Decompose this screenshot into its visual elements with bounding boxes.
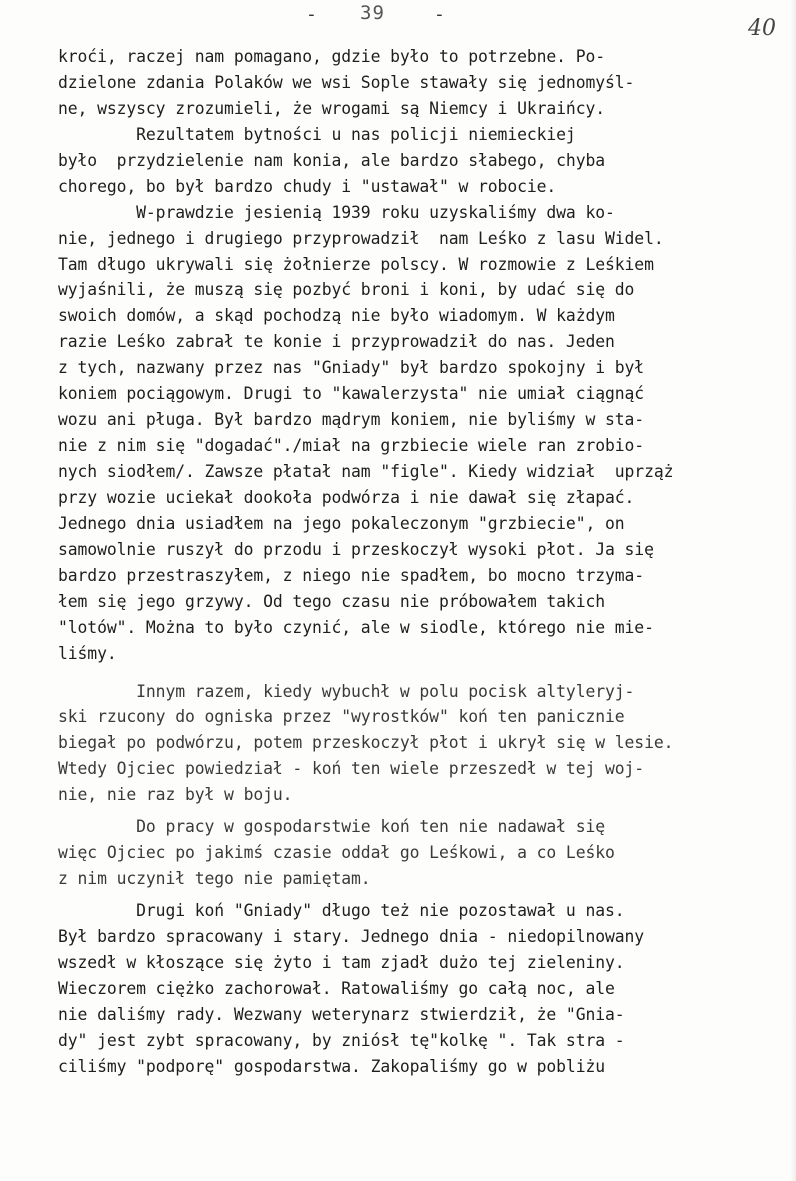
text-line: razie Leśko zabrał te konie i przyprowadził do nas. Jeden	[58, 332, 615, 352]
paragraph	[58, 898, 788, 1080]
text-line: bardzo przestraszyłem, z niego nie spadłem, bo mocno trzyma-	[58, 565, 645, 585]
text-line: przy wozie uciekał dookoła podwórza i nie dawał się złapać.	[58, 487, 635, 507]
text-line: kroći, raczej nam pomagano, gdzie było to potrzebne. Po-	[58, 47, 606, 66]
paragraph	[58, 200, 788, 667]
text-line: Był bardzo spracowany i stary. Jednego dnia - niedopilnowany	[58, 926, 645, 946]
header-dash-left: -	[306, 4, 317, 25]
text-line: Tam długo ukrywali się żołnierze polscy. W rozmowie z Leśkiem	[58, 254, 654, 274]
text-line: samowolnie ruszył do przodu i przeskoczył wysoki płot. Ja się	[58, 539, 654, 559]
text-line: było przydzielenie nam konia, ale bardzo słabego, chyba	[58, 150, 606, 170]
text-line: "lotów". Można to było czynić, ale w siodle, którego nie mie-	[58, 617, 654, 637]
text-line: Wieczorem ciężko zachorował. Ratowaliśmy go całą noc, ale	[58, 978, 615, 998]
text-line: ne, wszyscy zrozumieli, że wrogami są Niemcy i Ukraińcy.	[58, 98, 606, 118]
text-line: wszedł w kłoszące się żyto i tam zjadł dużo tej zieleniny.	[58, 952, 625, 972]
text-line: koniem pociągowym. Drugi to "kawalerzysta" nie umiał ciągnąć	[58, 384, 645, 404]
handwritten-page-number: 40	[748, 16, 776, 41]
text-line: swoich domów, a skąd pochodzą nie było wiadomym. W każdym	[58, 306, 615, 326]
text-line: nych siodłem/. Zawsze płatał nam "figle". Kiedy widział uprząż	[58, 462, 674, 481]
text-line: nie daliśmy rady. Wezwany weterynarz stwierdził, że "Gnia-	[58, 1004, 625, 1024]
text-line: Wtedy Ojciec powiedział - koń ten wiele przeszedł w tej woj-	[58, 759, 645, 779]
text-line: więc Ojciec po jakimś czasie oddał go Leśkowi, a co Leśko	[58, 843, 615, 863]
paragraph-gap	[58, 667, 788, 679]
text-line: nie, nie raz był w boju.	[58, 785, 293, 805]
body-text	[58, 44, 788, 1080]
text-line: z nim uczynił tego nie pamiętam.	[58, 869, 371, 889]
text-line: dy" jest zybt spracowany, by zniósł tę"kolkę ". Tak stra -	[58, 1030, 625, 1050]
text-line: Drugi koń "Gniady" długo też nie pozostawał u nas.	[58, 901, 625, 920]
paragraph	[58, 122, 788, 200]
text-line: Rezultatem bytności u nas policji niemieckiej	[58, 124, 576, 144]
text-line: łem się jego grzywy. Od tego czasu nie próbowałem takich	[58, 591, 606, 611]
text-line: nie z nim się "dogadać"./miał na grzbiecie wiele ran zrobio-	[58, 436, 645, 456]
text-line: W-prawdzie jesienią 1939 roku uzyskaliśmy dwa ko-	[58, 202, 615, 222]
text-line: nie, jednego i drugiego przyprowadził nam Leśko z lasu Widel.	[58, 228, 664, 248]
page-number: 39	[360, 2, 385, 24]
header-dash-right: -	[434, 4, 445, 25]
text-line: z tych, nazwany przez nas "Gniady" był bardzo spokojny i był	[58, 358, 645, 378]
text-line: Innym razem, kiedy wybuchł w polu pocisk altyleryj-	[58, 681, 635, 701]
page-edge-shadow	[790, 0, 796, 1181]
text-line: dzielone zdania Polaków we wsi Sople stawały się jednomyśl-	[58, 72, 635, 92]
paragraph	[58, 44, 788, 122]
text-line: liśmy.	[58, 643, 117, 663]
text-line: wozu ani pługa. Był bardzo mądrym koniem, nie byliśmy w sta-	[58, 410, 645, 430]
text-line: Do pracy w gospodarstwie koń ten nie nadawał się	[58, 817, 606, 837]
paragraph	[58, 814, 788, 892]
text-line: biegał po podwórzu, potem przeskoczył płot i ukrył się w lesie.	[58, 733, 674, 753]
text-line: chorego, bo był bardzo chudy i "ustawał" w robocie.	[58, 176, 557, 196]
text-line: Jednego dnia usiadłem na jego pokaleczonym "grzbiecie", on	[58, 513, 625, 533]
text-line: ski rzucony do ogniska przez "wyrostków" koń ten panicznie	[58, 707, 625, 727]
text-line: wyjaśnili, że muszą się pozbyć broni i koni, by udać się do	[58, 280, 635, 300]
paragraph	[58, 679, 788, 809]
text-line: ciliśmy "podporę" gospodarstwa. Zakopaliśmy go w pobliżu	[58, 1056, 606, 1076]
